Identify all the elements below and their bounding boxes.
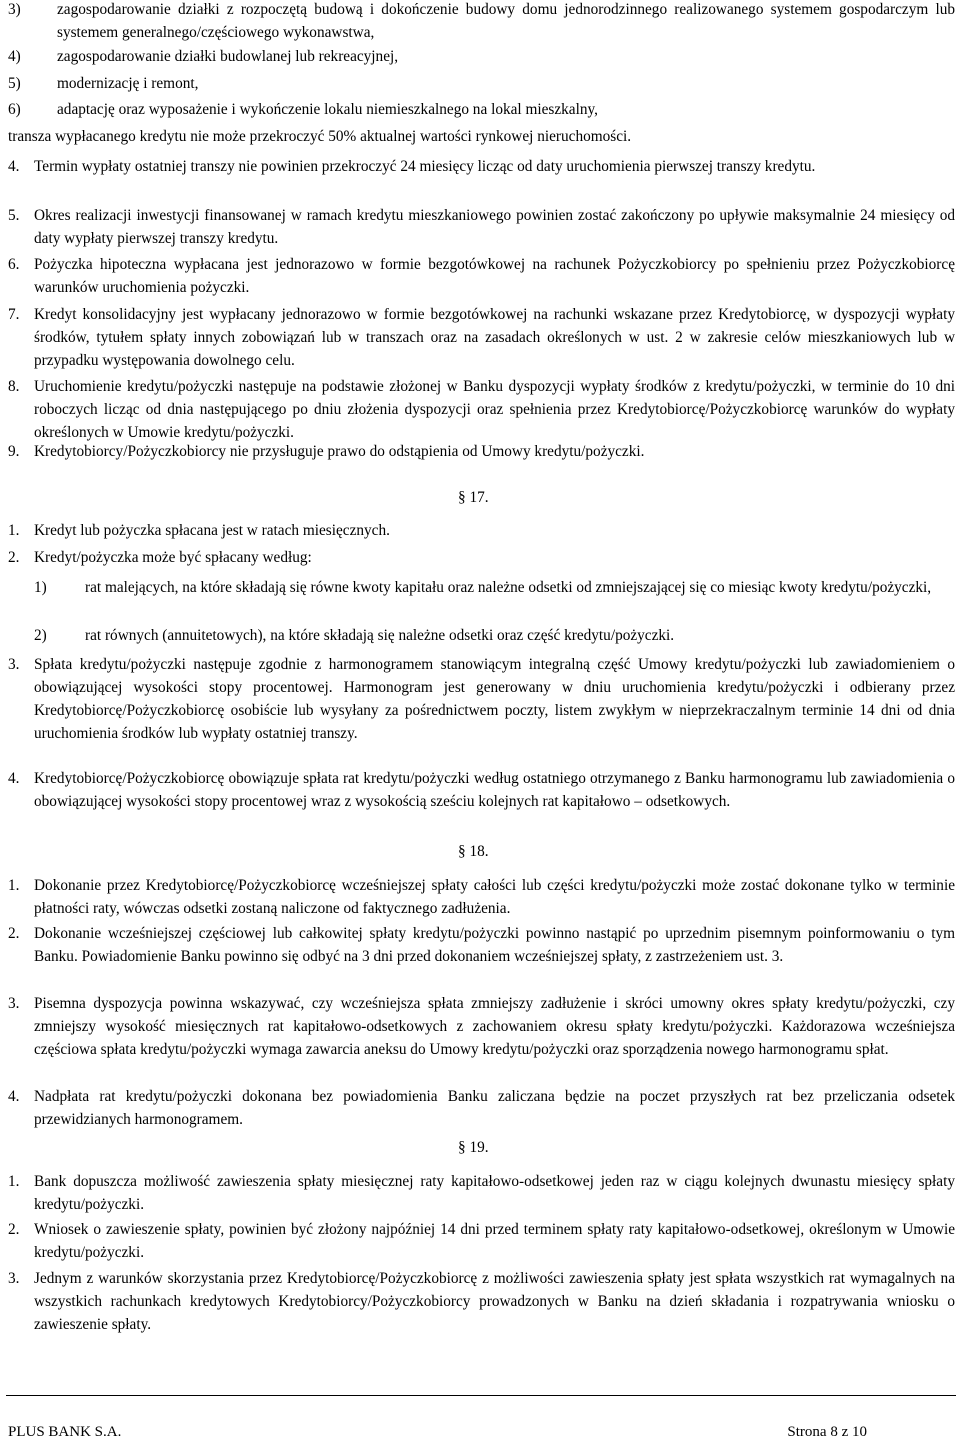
paragraph-text: Pożyczka hipoteczna wypłacana jest jednorazowo w formie bezgotówkowej na rachunek Pożyczkobiorcy po spełnieniu przez Pożyczkobiorcę warunków uruchomienia pożyczki. xyxy=(34,256,955,296)
paragraph-text: Kredytobiorcę/Pożyczkobiorcę obowiązuje spłata rat kredytu/pożyczki według ostatniego otrzymanego z Banku harmonogramu lub zawiadomienia o obowiązującej wysokości stopy procentowej wraz z wysokością sześciu kolejnych rat kapitałowo – odsetkowych. xyxy=(34,770,955,810)
paragraph-number: 2. xyxy=(8,1221,20,1238)
paragraph-number: 4. xyxy=(8,158,20,175)
footer-page-number: Strona 8 z 10 xyxy=(787,1424,867,1440)
paragraph-number: 4. xyxy=(8,1088,20,1105)
list-item-text: zagospodarowanie działki budowlanej lub rekreacyjnej, xyxy=(57,48,399,65)
paragraph-text: Spłata kredytu/pożyczki następuje zgodnie z harmonogramem stanowiącym integralną część Umowy kredytu/pożyczki lub zawiadomieniem o obowiązującej wysokości stopy procentowej. Harmonogram jest generowany w dniu uruchomienia kredytu/pożyczki i odbierany przez Kredytobiorcę/Pożyczkobiorcę osobiście lub wysyłany za pośrednictwem poczty, listem zwykłym w nieprzekraczalnym terminie 14 dni od dnia uruchomienia środków lub wypłaty ostatniej transzy. xyxy=(34,656,955,742)
paragraph-number: 1. xyxy=(8,877,20,894)
section-heading: § 18. xyxy=(458,843,489,860)
list-item-number: 1) xyxy=(34,579,47,596)
paragraph-text: Termin wypłaty ostatniej transzy nie powinien przekroczyć 24 miesięcy licząc od daty uruchomienia pierwszej transzy kredytu. xyxy=(34,158,816,175)
paragraph-text: Dokonanie przez Kredytobiorcę/Pożyczkobiorcę wcześniejszej spłaty całości lub części kredytu/pożyczki może zostać dokonane tylko w terminie płatności raty, wówczas odsetki zostaną naliczone od faktycznego zadłużenia. xyxy=(34,877,955,917)
list-item-text: zagospodarowanie działki z rozpoczętą budową i dokończenie budowy domu jednorodzinnego realizowanego systemem gospodarczym lub systemem generalnego/częściowego wykonawstwa, xyxy=(57,1,955,41)
paragraph-number: 2. xyxy=(8,925,20,942)
paragraph-number: 7. xyxy=(8,306,20,323)
paragraph-text: Bank dopuszcza możliwość zawieszenia spłaty miesięcznej raty kapitałowo-odsetkowej jeden raz w ciągu kolejnych dwunastu miesięcy spłaty kredytu/pożyczki. xyxy=(34,1173,955,1213)
paragraph-number: 8. xyxy=(8,378,20,395)
paragraph-text: Wniosek o zawieszenie spłaty, powinien być złożony najpóźniej 14 dni przed terminem spłaty raty kapitałowo-odsetkowej, określonym w Umowie kredytu/pożyczki. xyxy=(34,1221,955,1261)
list-item-text: modernizację i remont, xyxy=(57,75,199,92)
footer-divider xyxy=(6,1395,956,1396)
paragraph-number: 9. xyxy=(8,443,20,460)
paragraph-text: Uruchomienie kredytu/pożyczki następuje na podstawie złożonej w Banku dyspozycji wypłaty środków z kredytu/pożyczki, w terminie do 10 dni roboczych licząc od dnia następującego po dniu złożenia dyspozycji oraz spełnienia przez Kredytobiorcę/Pożyczkobiorcę warunków do wypłaty określonych w Umowie kredytu/pożyczki. xyxy=(34,378,955,441)
paragraph-text: Okres realizacji inwestycji finansowanej w ramach kredytu mieszkaniowego powinien zostać zakończony po upływie maksymalnie 24 miesięcy od daty wypłaty pierwszej transzy kredytu. xyxy=(34,207,955,247)
list-item-text: rat malejących, na które składają się równe kwoty kapitału oraz należne odsetki od zmniejszającej się co miesiąc kwoty kredytu/pożyczki, xyxy=(85,579,932,596)
paragraph-number: 1. xyxy=(8,1173,20,1190)
paragraph-text: Nadpłata rat kredytu/pożyczki dokonana bez powiadomienia Banku zaliczana będzie na poczet przyszłych rat bez przeliczania odsetek przewidzianych harmonogramem. xyxy=(34,1088,955,1128)
list-item-number: 6) xyxy=(8,101,21,118)
list-item-text: rat równych (annuitetowych), na które składają się należne odsetki oraz część kredytu/pożyczki. xyxy=(85,627,675,644)
paragraph-text: Pisemna dyspozycja powinna wskazywać, czy wcześniejsza spłata zmniejszy zadłużenie i skróci umowny okres spłaty kredytu/pożyczki, czy zmniejszy wysokość miesięcznych rat kapitałowo-odsetkowych z zachowaniem okresu spłaty kredytu/pożyczki. Każdorazowa wcześniejsza częściowa spłata kredytu/pożyczki wymaga zawarcia aneksu do Umowy kredytu/pożyczki oraz sporządzenia nowego harmonogramu spłat. xyxy=(34,995,955,1058)
paragraph-continuation: transza wypłacanego kredytu nie może przekroczyć 50% aktualnej wartości rynkowej nieruchomości. xyxy=(8,128,632,145)
paragraph-text: Dokonanie wcześniejszej częściowej lub całkowitej spłaty kredytu/pożyczki powinno nastąpić po uprzednim pisemnym poinformowaniu o tym Banku. Powiadomienie Banku powinno się odbyć na 3 dni przed dokonaniem wcześniejszej spłaty, z zastrzeżeniem ust. 3. xyxy=(34,925,955,965)
paragraph-number: 3. xyxy=(8,656,20,673)
section-heading: § 19. xyxy=(458,1139,489,1156)
paragraph-text: Kredyt/pożyczka może być spłacany według: xyxy=(34,549,312,566)
paragraph-number: 4. xyxy=(8,770,20,787)
paragraph-text: Kredyt lub pożyczka spłacana jest w ratach miesięcznych. xyxy=(34,522,390,539)
section-heading: § 17. xyxy=(458,489,489,506)
list-item-number: 5) xyxy=(8,75,21,92)
list-item-number: 3) xyxy=(8,1,21,18)
list-item-number: 4) xyxy=(8,48,21,65)
paragraph-number: 6. xyxy=(8,256,20,273)
paragraph-text: Jednym z warunków skorzystania przez Kredytobiorcę/Pożyczkobiorcę z możliwości zawieszenia spłaty jest spłata wszystkich rat wymagalnych na wszystkich rachunkach kredytowych Kredytobiorcy/Pożyczkobiorcy prowadzonych w Banku na dzień składania i rozpatrywania wniosku o zawieszenie spłaty. xyxy=(34,1270,955,1333)
paragraph-text: Kredytobiorcy/Pożyczkobiorcy nie przysługuje prawo do odstąpienia od Umowy kredytu/pożyczki. xyxy=(34,443,645,460)
paragraph-text: Kredyt konsolidacyjny jest wypłacany jednorazowo w formie bezgotówkowej na rachunki wskazane przez Kredytobiorcę, w dyspozycji wypłaty środków, tytułem spłaty innych zobowiązań lub w transzach oraz na zasadach określonych w ust. 2 w zakresie celów mieszkaniowych lub w przypadku występowania dowolnego celu. xyxy=(34,306,955,369)
footer-company: PLUS BANK S.A. xyxy=(8,1424,122,1440)
paragraph-number: 3. xyxy=(8,1270,20,1287)
paragraph-number: 5. xyxy=(8,207,20,224)
paragraph-number: 3. xyxy=(8,995,20,1012)
list-item-text: adaptację oraz wyposażenie i wykończenie lokalu niemieszkalnego na lokal mieszkalny, xyxy=(57,101,598,118)
paragraph-number: 1. xyxy=(8,522,20,539)
list-item-number: 2) xyxy=(34,627,47,644)
paragraph-number: 2. xyxy=(8,549,20,566)
